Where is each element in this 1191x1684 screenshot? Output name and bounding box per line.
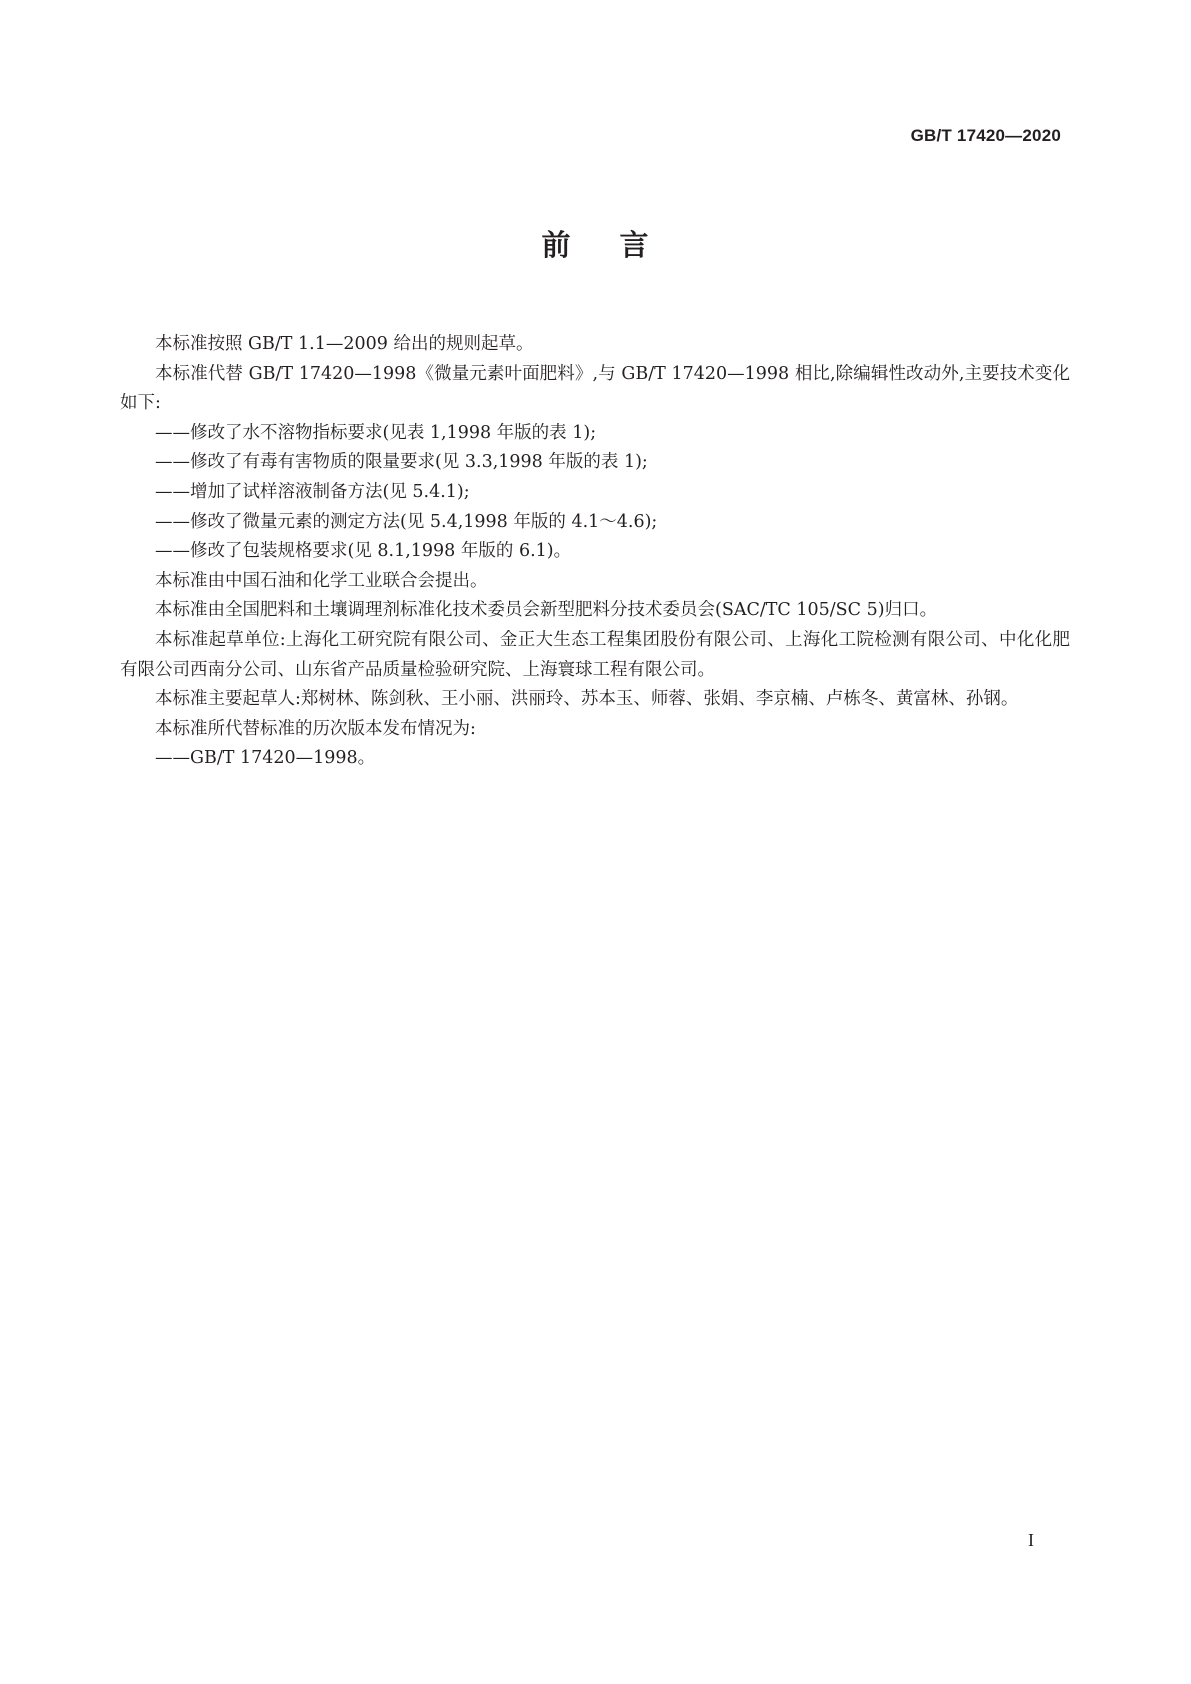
change-item: ——修改了有毒有害物质的限量要求(见 3.3,1998 年版的表 1); xyxy=(155,452,648,473)
paragraph-drafters: 本标准主要起草人:郑树林、陈剑秋、王小丽、洪丽玲、苏本玉、师蓉、张娟、李京楠、卢栋冬、黄富林、孙钢。 xyxy=(155,689,1019,710)
version-item: ——GB/T 17420—1998。 xyxy=(155,748,376,769)
change-item: ——修改了微量元素的测定方法(见 5.4,1998 年版的 4.1～4.6); xyxy=(155,511,658,532)
change-item: ——增加了试样溶液制备方法(见 5.4.1); xyxy=(155,481,470,502)
page-number: I xyxy=(1028,1530,1034,1550)
foreword-body xyxy=(120,330,1070,774)
paragraph-version-history: 本标准所代替标准的历次版本发布情况为: xyxy=(155,718,476,739)
page-title-char-2: 言 xyxy=(619,228,650,262)
page-title-char-1: 前 xyxy=(541,228,572,262)
page-title xyxy=(0,225,1191,265)
paragraph-drafting-rules: 本标准按照 GB/T 1.1—2009 给出的规则起草。 xyxy=(155,334,534,354)
change-item: ——修改了水不溶物指标要求(见表 1,1998 年版的表 1); xyxy=(155,422,597,443)
paragraph-proposer: 本标准由中国石油和化学工业联合会提出。 xyxy=(155,570,488,591)
paragraph-replacement: 本标准代替 GB/T 17420—1998《微量元素叶面肥料》,与 GB/T 17420—1998 相比,除编辑性改动外,主要技术变化如下: xyxy=(120,363,1070,414)
change-item: ——修改了包装规格要求(见 8.1,1998 年版的 6.1)。 xyxy=(155,541,572,562)
paragraph-drafting-units: 本标准起草单位:上海化工研究院有限公司、金正大生态工程集团股份有限公司、上海化工院检测有限公司、中化化肥有限公司西南分公司、山东省产品质量检验研究院、上海寰球工程有限公司。 xyxy=(120,629,1070,680)
paragraph-committee: 本标准由全国肥料和土壤调理剂标准化技术委员会新型肥料分技术委员会(SAC/TC 105/SC 5)归口。 xyxy=(155,600,938,621)
standard-number: GB/T 17420—2020 xyxy=(910,126,1061,145)
